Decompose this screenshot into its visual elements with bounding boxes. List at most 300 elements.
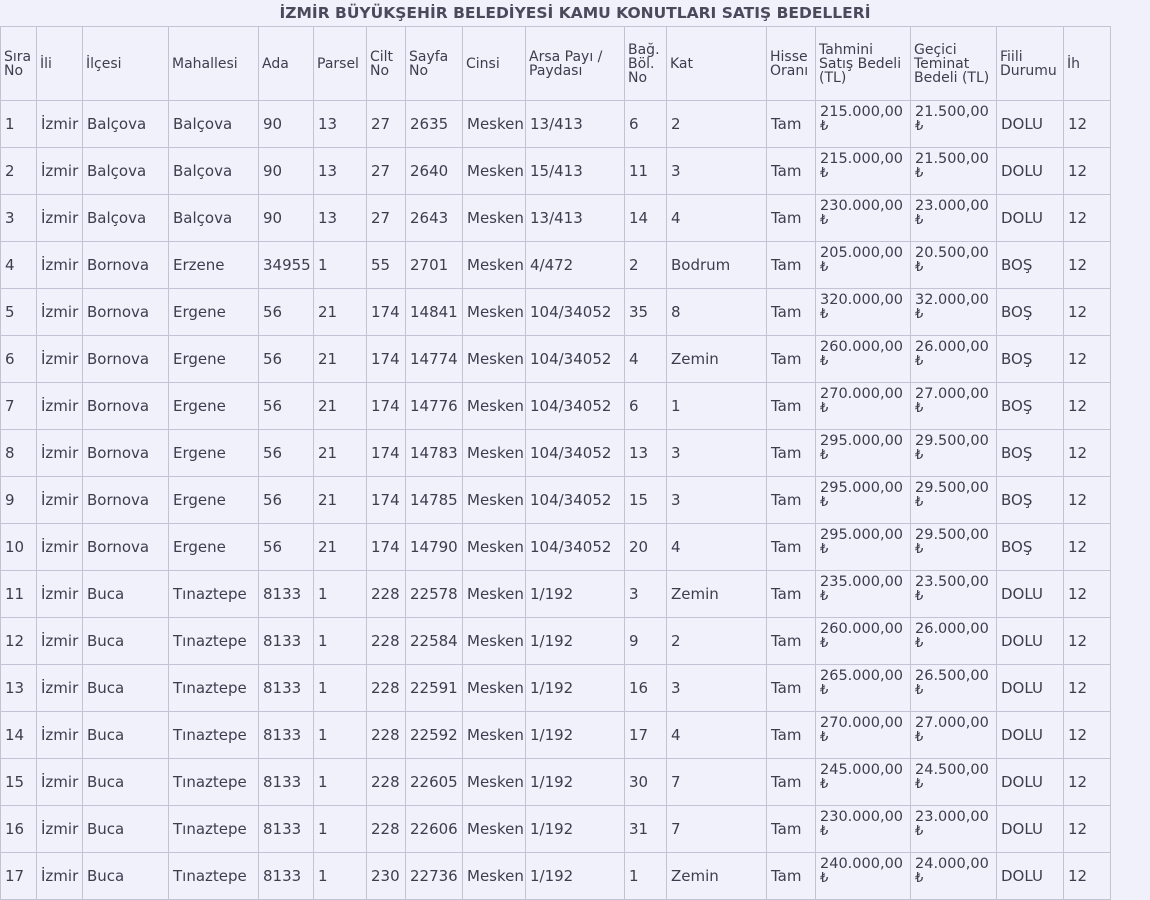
table-row <box>1 806 1111 853</box>
cell-arsa-payi: 15/413 <box>526 148 625 195</box>
cell-tahmini-satis-bedeli <box>816 806 911 853</box>
cell-kat: 7 <box>667 759 767 806</box>
cell-arsa-payi: 4/472 <box>526 242 625 289</box>
cell-sira-no: 7 <box>1 383 37 430</box>
cell-kat: 2 <box>667 101 767 148</box>
table-row <box>1 477 1111 524</box>
col-header-ili: İli <box>37 27 83 101</box>
cell-parsel: 13 <box>314 148 367 195</box>
cell-hisse-orani: Tam <box>767 571 816 618</box>
lira-icon: ₺ <box>820 260 829 275</box>
cell-ilcesi: Bornova <box>83 336 169 383</box>
cell-parsel: 1 <box>314 242 367 289</box>
cell-ada: 8133 <box>259 853 314 900</box>
cell-sayfa-no: 14783 <box>406 430 463 477</box>
cell-cilt-no: 174 <box>367 477 406 524</box>
cell-mahallesi: Balçova <box>169 195 259 242</box>
cell-mahallesi: Tınaztepe <box>169 759 259 806</box>
cell-ilcesi: Balçova <box>83 148 169 195</box>
table-row <box>1 712 1111 759</box>
cell-ada: 56 <box>259 430 314 477</box>
cell-tahmini-satis-bedeli <box>816 477 911 524</box>
amount-value: 29.500,00 <box>915 527 989 543</box>
cell-arsa-payi: 1/192 <box>526 665 625 712</box>
sales-price-table <box>0 26 1111 900</box>
cell-cilt-no: 27 <box>367 101 406 148</box>
cell-ilcesi: Buca <box>83 665 169 712</box>
table-row <box>1 853 1111 900</box>
cell-hisse-orani: Tam <box>767 148 816 195</box>
cell-fiili-durumu: DOLU <box>997 618 1064 665</box>
cell-hisse-orani: Tam <box>767 101 816 148</box>
lira-icon: ₺ <box>820 589 829 604</box>
cell-kat: 1 <box>667 383 767 430</box>
cell-gecici-teminat-bedeli <box>911 289 997 336</box>
cell-arsa-payi: 13/413 <box>526 101 625 148</box>
table-row <box>1 759 1111 806</box>
cell-ilcesi: Bornova <box>83 242 169 289</box>
cell-cilt-no: 174 <box>367 430 406 477</box>
cell-mahallesi: Ergene <box>169 289 259 336</box>
cell-ilcesi: Bornova <box>83 524 169 571</box>
cell-ih: 12 <box>1064 242 1111 289</box>
cell-sayfa-no: 14790 <box>406 524 463 571</box>
amount-value: 23.000,00 <box>915 198 989 214</box>
cell-fiili-durumu: DOLU <box>997 148 1064 195</box>
cell-cinsi: Mesken <box>463 101 526 148</box>
cell-arsa-payi: 13/413 <box>526 195 625 242</box>
amount-value: 29.500,00 <box>915 433 989 449</box>
cell-arsa-payi: 1/192 <box>526 853 625 900</box>
lira-icon: ₺ <box>820 448 829 463</box>
cell-ada: 8133 <box>259 665 314 712</box>
cell-tahmini-satis-bedeli <box>816 336 911 383</box>
cell-tahmini-satis-bedeli <box>816 524 911 571</box>
cell-ilcesi: Bornova <box>83 477 169 524</box>
cell-arsa-payi: 104/34052 <box>526 477 625 524</box>
cell-bag-bol-no: 2 <box>625 242 667 289</box>
cell-sayfa-no: 22592 <box>406 712 463 759</box>
table-row <box>1 101 1111 148</box>
cell-sayfa-no: 2701 <box>406 242 463 289</box>
cell-arsa-payi: 1/192 <box>526 712 625 759</box>
cell-kat: 2 <box>667 618 767 665</box>
cell-ili: İzmir <box>37 101 83 148</box>
cell-arsa-payi: 104/34052 <box>526 336 625 383</box>
cell-ada: 8133 <box>259 618 314 665</box>
cell-kat: 3 <box>667 665 767 712</box>
col-header-kat: Kat <box>667 27 767 101</box>
cell-sayfa-no: 22578 <box>406 571 463 618</box>
amount-value: 20.500,00 <box>915 245 989 261</box>
cell-gecici-teminat-bedeli <box>911 101 997 148</box>
cell-ada: 56 <box>259 336 314 383</box>
cell-hisse-orani: Tam <box>767 665 816 712</box>
lira-icon: ₺ <box>820 730 829 745</box>
cell-sayfa-no: 22591 <box>406 665 463 712</box>
cell-gecici-teminat-bedeli <box>911 242 997 289</box>
cell-ili: İzmir <box>37 383 83 430</box>
lira-icon: ₺ <box>915 166 924 181</box>
lira-icon: ₺ <box>915 448 924 463</box>
table-row <box>1 195 1111 242</box>
cell-gecici-teminat-bedeli <box>911 806 997 853</box>
cell-arsa-payi: 104/34052 <box>526 524 625 571</box>
cell-cinsi: Mesken <box>463 336 526 383</box>
cell-kat: Zemin <box>667 853 767 900</box>
cell-parsel: 21 <box>314 524 367 571</box>
cell-bag-bol-no: 6 <box>625 101 667 148</box>
cell-ili: İzmir <box>37 665 83 712</box>
col-header-bag-bol-no: Bağ. Böl. No <box>625 27 667 101</box>
amount-value: 230.000,00 <box>820 809 904 825</box>
cell-mahallesi: Ergene <box>169 477 259 524</box>
cell-kat: 4 <box>667 195 767 242</box>
cell-hisse-orani: Tam <box>767 853 816 900</box>
col-header-cinsi: Cinsi <box>463 27 526 101</box>
col-header-ada: Ada <box>259 27 314 101</box>
cell-parsel: 21 <box>314 289 367 336</box>
cell-ih: 12 <box>1064 430 1111 477</box>
lira-icon: ₺ <box>820 119 829 134</box>
cell-ili: İzmir <box>37 806 83 853</box>
cell-ada: 90 <box>259 101 314 148</box>
cell-gecici-teminat-bedeli <box>911 383 997 430</box>
cell-sira-no: 5 <box>1 289 37 336</box>
cell-ada: 34955 <box>259 242 314 289</box>
col-header-ih: İh <box>1064 27 1111 101</box>
cell-fiili-durumu: DOLU <box>997 195 1064 242</box>
cell-mahallesi: Ergene <box>169 430 259 477</box>
cell-kat: 7 <box>667 806 767 853</box>
amount-value: 215.000,00 <box>820 151 904 167</box>
cell-bag-bol-no: 1 <box>625 853 667 900</box>
cell-tahmini-satis-bedeli <box>816 759 911 806</box>
cell-cinsi: Mesken <box>463 759 526 806</box>
cell-sayfa-no: 2640 <box>406 148 463 195</box>
cell-sayfa-no: 14841 <box>406 289 463 336</box>
col-header-arsa-payi: Arsa Payı / Paydası <box>526 27 625 101</box>
cell-ada: 90 <box>259 148 314 195</box>
amount-value: 230.000,00 <box>820 198 904 214</box>
cell-cinsi: Mesken <box>463 806 526 853</box>
cell-tahmini-satis-bedeli <box>816 289 911 336</box>
col-header-cilt-no: Cilt No <box>367 27 406 101</box>
cell-sayfa-no: 22736 <box>406 853 463 900</box>
cell-hisse-orani: Tam <box>767 430 816 477</box>
cell-gecici-teminat-bedeli <box>911 759 997 806</box>
amount-value: 27.000,00 <box>915 386 989 402</box>
cell-ili: İzmir <box>37 242 83 289</box>
cell-bag-bol-no: 30 <box>625 759 667 806</box>
cell-gecici-teminat-bedeli <box>911 336 997 383</box>
lira-icon: ₺ <box>915 730 924 745</box>
cell-sira-no: 10 <box>1 524 37 571</box>
cell-arsa-payi: 104/34052 <box>526 289 625 336</box>
lira-icon: ₺ <box>915 777 924 792</box>
cell-ih: 12 <box>1064 477 1111 524</box>
cell-parsel: 1 <box>314 665 367 712</box>
lira-icon: ₺ <box>820 401 829 416</box>
cell-ili: İzmir <box>37 853 83 900</box>
cell-ih: 12 <box>1064 759 1111 806</box>
cell-parsel: 13 <box>314 101 367 148</box>
cell-cilt-no: 174 <box>367 289 406 336</box>
cell-cilt-no: 228 <box>367 571 406 618</box>
cell-tahmini-satis-bedeli <box>816 195 911 242</box>
cell-ih: 12 <box>1064 806 1111 853</box>
cell-parsel: 21 <box>314 430 367 477</box>
cell-mahallesi: Balçova <box>169 148 259 195</box>
cell-bag-bol-no: 35 <box>625 289 667 336</box>
amount-value: 26.500,00 <box>915 668 989 684</box>
cell-ada: 90 <box>259 195 314 242</box>
cell-kat: Bodrum <box>667 242 767 289</box>
cell-sira-no: 11 <box>1 571 37 618</box>
cell-bag-bol-no: 16 <box>625 665 667 712</box>
cell-tahmini-satis-bedeli <box>816 242 911 289</box>
lira-icon: ₺ <box>820 307 829 322</box>
cell-tahmini-satis-bedeli <box>816 430 911 477</box>
cell-ili: İzmir <box>37 195 83 242</box>
cell-mahallesi: Balçova <box>169 101 259 148</box>
cell-ilcesi: Buca <box>83 806 169 853</box>
cell-hisse-orani: Tam <box>767 289 816 336</box>
cell-cinsi: Mesken <box>463 289 526 336</box>
cell-sira-no: 17 <box>1 853 37 900</box>
cell-cilt-no: 174 <box>367 383 406 430</box>
cell-bag-bol-no: 4 <box>625 336 667 383</box>
cell-ilcesi: Buca <box>83 571 169 618</box>
lira-icon: ₺ <box>820 871 829 886</box>
table-container <box>0 26 1088 886</box>
cell-gecici-teminat-bedeli <box>911 853 997 900</box>
cell-cinsi: Mesken <box>463 712 526 759</box>
cell-mahallesi: Ergene <box>169 336 259 383</box>
cell-ih: 12 <box>1064 618 1111 665</box>
lira-icon: ₺ <box>915 636 924 651</box>
cell-cilt-no: 228 <box>367 806 406 853</box>
cell-sayfa-no: 22605 <box>406 759 463 806</box>
cell-bag-bol-no: 6 <box>625 383 667 430</box>
cell-tahmini-satis-bedeli <box>816 712 911 759</box>
col-header-gecici-teminat-bedeli: Geçici Teminat Bedeli (TL) <box>911 27 997 101</box>
cell-cinsi: Mesken <box>463 383 526 430</box>
cell-ili: İzmir <box>37 618 83 665</box>
amount-value: 260.000,00 <box>820 621 904 637</box>
cell-fiili-durumu: BOŞ <box>997 383 1064 430</box>
cell-sayfa-no: 14774 <box>406 336 463 383</box>
cell-gecici-teminat-bedeli <box>911 712 997 759</box>
cell-mahallesi: Ergene <box>169 524 259 571</box>
cell-cinsi: Mesken <box>463 195 526 242</box>
lira-icon: ₺ <box>915 495 924 510</box>
lira-icon: ₺ <box>820 354 829 369</box>
table-body <box>1 101 1111 900</box>
lira-icon: ₺ <box>915 824 924 839</box>
cell-sira-no: 13 <box>1 665 37 712</box>
table-row <box>1 242 1111 289</box>
cell-ilcesi: Bornova <box>83 289 169 336</box>
cell-ih: 12 <box>1064 571 1111 618</box>
cell-gecici-teminat-bedeli <box>911 430 997 477</box>
cell-mahallesi: Erzene <box>169 242 259 289</box>
col-header-sayfa-no: Sayfa No <box>406 27 463 101</box>
cell-arsa-payi: 1/192 <box>526 618 625 665</box>
amount-value: 295.000,00 <box>820 480 904 496</box>
cell-ili: İzmir <box>37 336 83 383</box>
page-title: İZMİR BÜYÜKŞEHİR BELEDİYESİ KAMU KONUTLARI SATIŞ BEDELLERİ <box>279 4 871 22</box>
cell-gecici-teminat-bedeli <box>911 195 997 242</box>
amount-value: 24.500,00 <box>915 762 989 778</box>
cell-hisse-orani: Tam <box>767 383 816 430</box>
cell-cinsi: Mesken <box>463 477 526 524</box>
amount-value: 205.000,00 <box>820 245 904 261</box>
table-row <box>1 289 1111 336</box>
cell-bag-bol-no: 11 <box>625 148 667 195</box>
amount-value: 29.500,00 <box>915 480 989 496</box>
cell-fiili-durumu: DOLU <box>997 712 1064 759</box>
cell-mahallesi: Tınaztepe <box>169 712 259 759</box>
table-row <box>1 571 1111 618</box>
cell-cinsi: Mesken <box>463 524 526 571</box>
cell-mahallesi: Tınaztepe <box>169 853 259 900</box>
amount-value: 235.000,00 <box>820 574 904 590</box>
cell-tahmini-satis-bedeli <box>816 383 911 430</box>
cell-hisse-orani: Tam <box>767 806 816 853</box>
cell-parsel: 1 <box>314 712 367 759</box>
amount-value: 32.000,00 <box>915 292 989 308</box>
cell-bag-bol-no: 9 <box>625 618 667 665</box>
amount-value: 295.000,00 <box>820 433 904 449</box>
cell-sira-no: 12 <box>1 618 37 665</box>
cell-hisse-orani: Tam <box>767 336 816 383</box>
cell-sayfa-no: 2643 <box>406 195 463 242</box>
lira-icon: ₺ <box>915 871 924 886</box>
amount-value: 21.500,00 <box>915 104 989 120</box>
cell-ih: 12 <box>1064 383 1111 430</box>
col-header-hisse-orani: Hisse Oranı <box>767 27 816 101</box>
cell-ada: 8133 <box>259 712 314 759</box>
cell-ih: 12 <box>1064 101 1111 148</box>
cell-fiili-durumu: BOŞ <box>997 242 1064 289</box>
cell-fiili-durumu: DOLU <box>997 101 1064 148</box>
cell-fiili-durumu: BOŞ <box>997 430 1064 477</box>
amount-value: 245.000,00 <box>820 762 904 778</box>
cell-fiili-durumu: BOŞ <box>997 524 1064 571</box>
cell-cilt-no: 27 <box>367 195 406 242</box>
lira-icon: ₺ <box>915 213 924 228</box>
cell-ih: 12 <box>1064 853 1111 900</box>
cell-ada: 8133 <box>259 759 314 806</box>
lira-icon: ₺ <box>820 777 829 792</box>
lira-icon: ₺ <box>915 683 924 698</box>
cell-ili: İzmir <box>37 148 83 195</box>
amount-value: 26.000,00 <box>915 621 989 637</box>
amount-value: 270.000,00 <box>820 386 904 402</box>
cell-parsel: 1 <box>314 618 367 665</box>
cell-fiili-durumu: DOLU <box>997 806 1064 853</box>
cell-cinsi: Mesken <box>463 148 526 195</box>
cell-arsa-payi: 1/192 <box>526 759 625 806</box>
cell-kat: 3 <box>667 148 767 195</box>
cell-bag-bol-no: 20 <box>625 524 667 571</box>
cell-sayfa-no: 2635 <box>406 101 463 148</box>
cell-sira-no: 16 <box>1 806 37 853</box>
amount-value: 23.000,00 <box>915 809 989 825</box>
lira-icon: ₺ <box>820 636 829 651</box>
cell-sayfa-no: 22584 <box>406 618 463 665</box>
table-row <box>1 618 1111 665</box>
cell-ilcesi: Buca <box>83 853 169 900</box>
cell-parsel: 1 <box>314 853 367 900</box>
lira-icon: ₺ <box>820 213 829 228</box>
lira-icon: ₺ <box>820 824 829 839</box>
cell-ih: 12 <box>1064 148 1111 195</box>
cell-bag-bol-no: 15 <box>625 477 667 524</box>
cell-kat: 8 <box>667 289 767 336</box>
cell-ilcesi: Buca <box>83 618 169 665</box>
cell-fiili-durumu: DOLU <box>997 665 1064 712</box>
cell-parsel: 21 <box>314 477 367 524</box>
cell-mahallesi: Ergene <box>169 383 259 430</box>
cell-kat: 4 <box>667 712 767 759</box>
cell-gecici-teminat-bedeli <box>911 665 997 712</box>
cell-cinsi: Mesken <box>463 853 526 900</box>
cell-gecici-teminat-bedeli <box>911 477 997 524</box>
cell-fiili-durumu: BOŞ <box>997 336 1064 383</box>
lira-icon: ₺ <box>915 542 924 557</box>
cell-ada: 56 <box>259 477 314 524</box>
cell-mahallesi: Tınaztepe <box>169 665 259 712</box>
cell-tahmini-satis-bedeli <box>816 571 911 618</box>
cell-ih: 12 <box>1064 712 1111 759</box>
cell-parsel: 1 <box>314 759 367 806</box>
cell-bag-bol-no: 14 <box>625 195 667 242</box>
amount-value: 27.000,00 <box>915 715 989 731</box>
col-header-parsel: Parsel <box>314 27 367 101</box>
table-row <box>1 524 1111 571</box>
cell-ilcesi: Balçova <box>83 195 169 242</box>
cell-sira-no: 4 <box>1 242 37 289</box>
cell-mahallesi: Tınaztepe <box>169 806 259 853</box>
cell-tahmini-satis-bedeli <box>816 101 911 148</box>
lira-icon: ₺ <box>820 495 829 510</box>
cell-tahmini-satis-bedeli <box>816 618 911 665</box>
cell-ih: 12 <box>1064 289 1111 336</box>
amount-value: 320.000,00 <box>820 292 904 308</box>
cell-ili: İzmir <box>37 477 83 524</box>
lira-icon: ₺ <box>820 683 829 698</box>
cell-cilt-no: 230 <box>367 853 406 900</box>
cell-mahallesi: Tınaztepe <box>169 571 259 618</box>
cell-cilt-no: 228 <box>367 712 406 759</box>
cell-gecici-teminat-bedeli <box>911 618 997 665</box>
cell-cinsi: Mesken <box>463 242 526 289</box>
col-header-fiili-durumu: Fiili Durumu <box>997 27 1064 101</box>
cell-tahmini-satis-bedeli <box>816 148 911 195</box>
cell-sira-no: 9 <box>1 477 37 524</box>
cell-fiili-durumu: DOLU <box>997 853 1064 900</box>
cell-parsel: 21 <box>314 383 367 430</box>
cell-parsel: 1 <box>314 571 367 618</box>
cell-ili: İzmir <box>37 712 83 759</box>
cell-cilt-no: 228 <box>367 759 406 806</box>
col-header-mahallesi: Mahallesi <box>169 27 259 101</box>
lira-icon: ₺ <box>820 542 829 557</box>
cell-kat: 3 <box>667 477 767 524</box>
cell-ada: 56 <box>259 524 314 571</box>
